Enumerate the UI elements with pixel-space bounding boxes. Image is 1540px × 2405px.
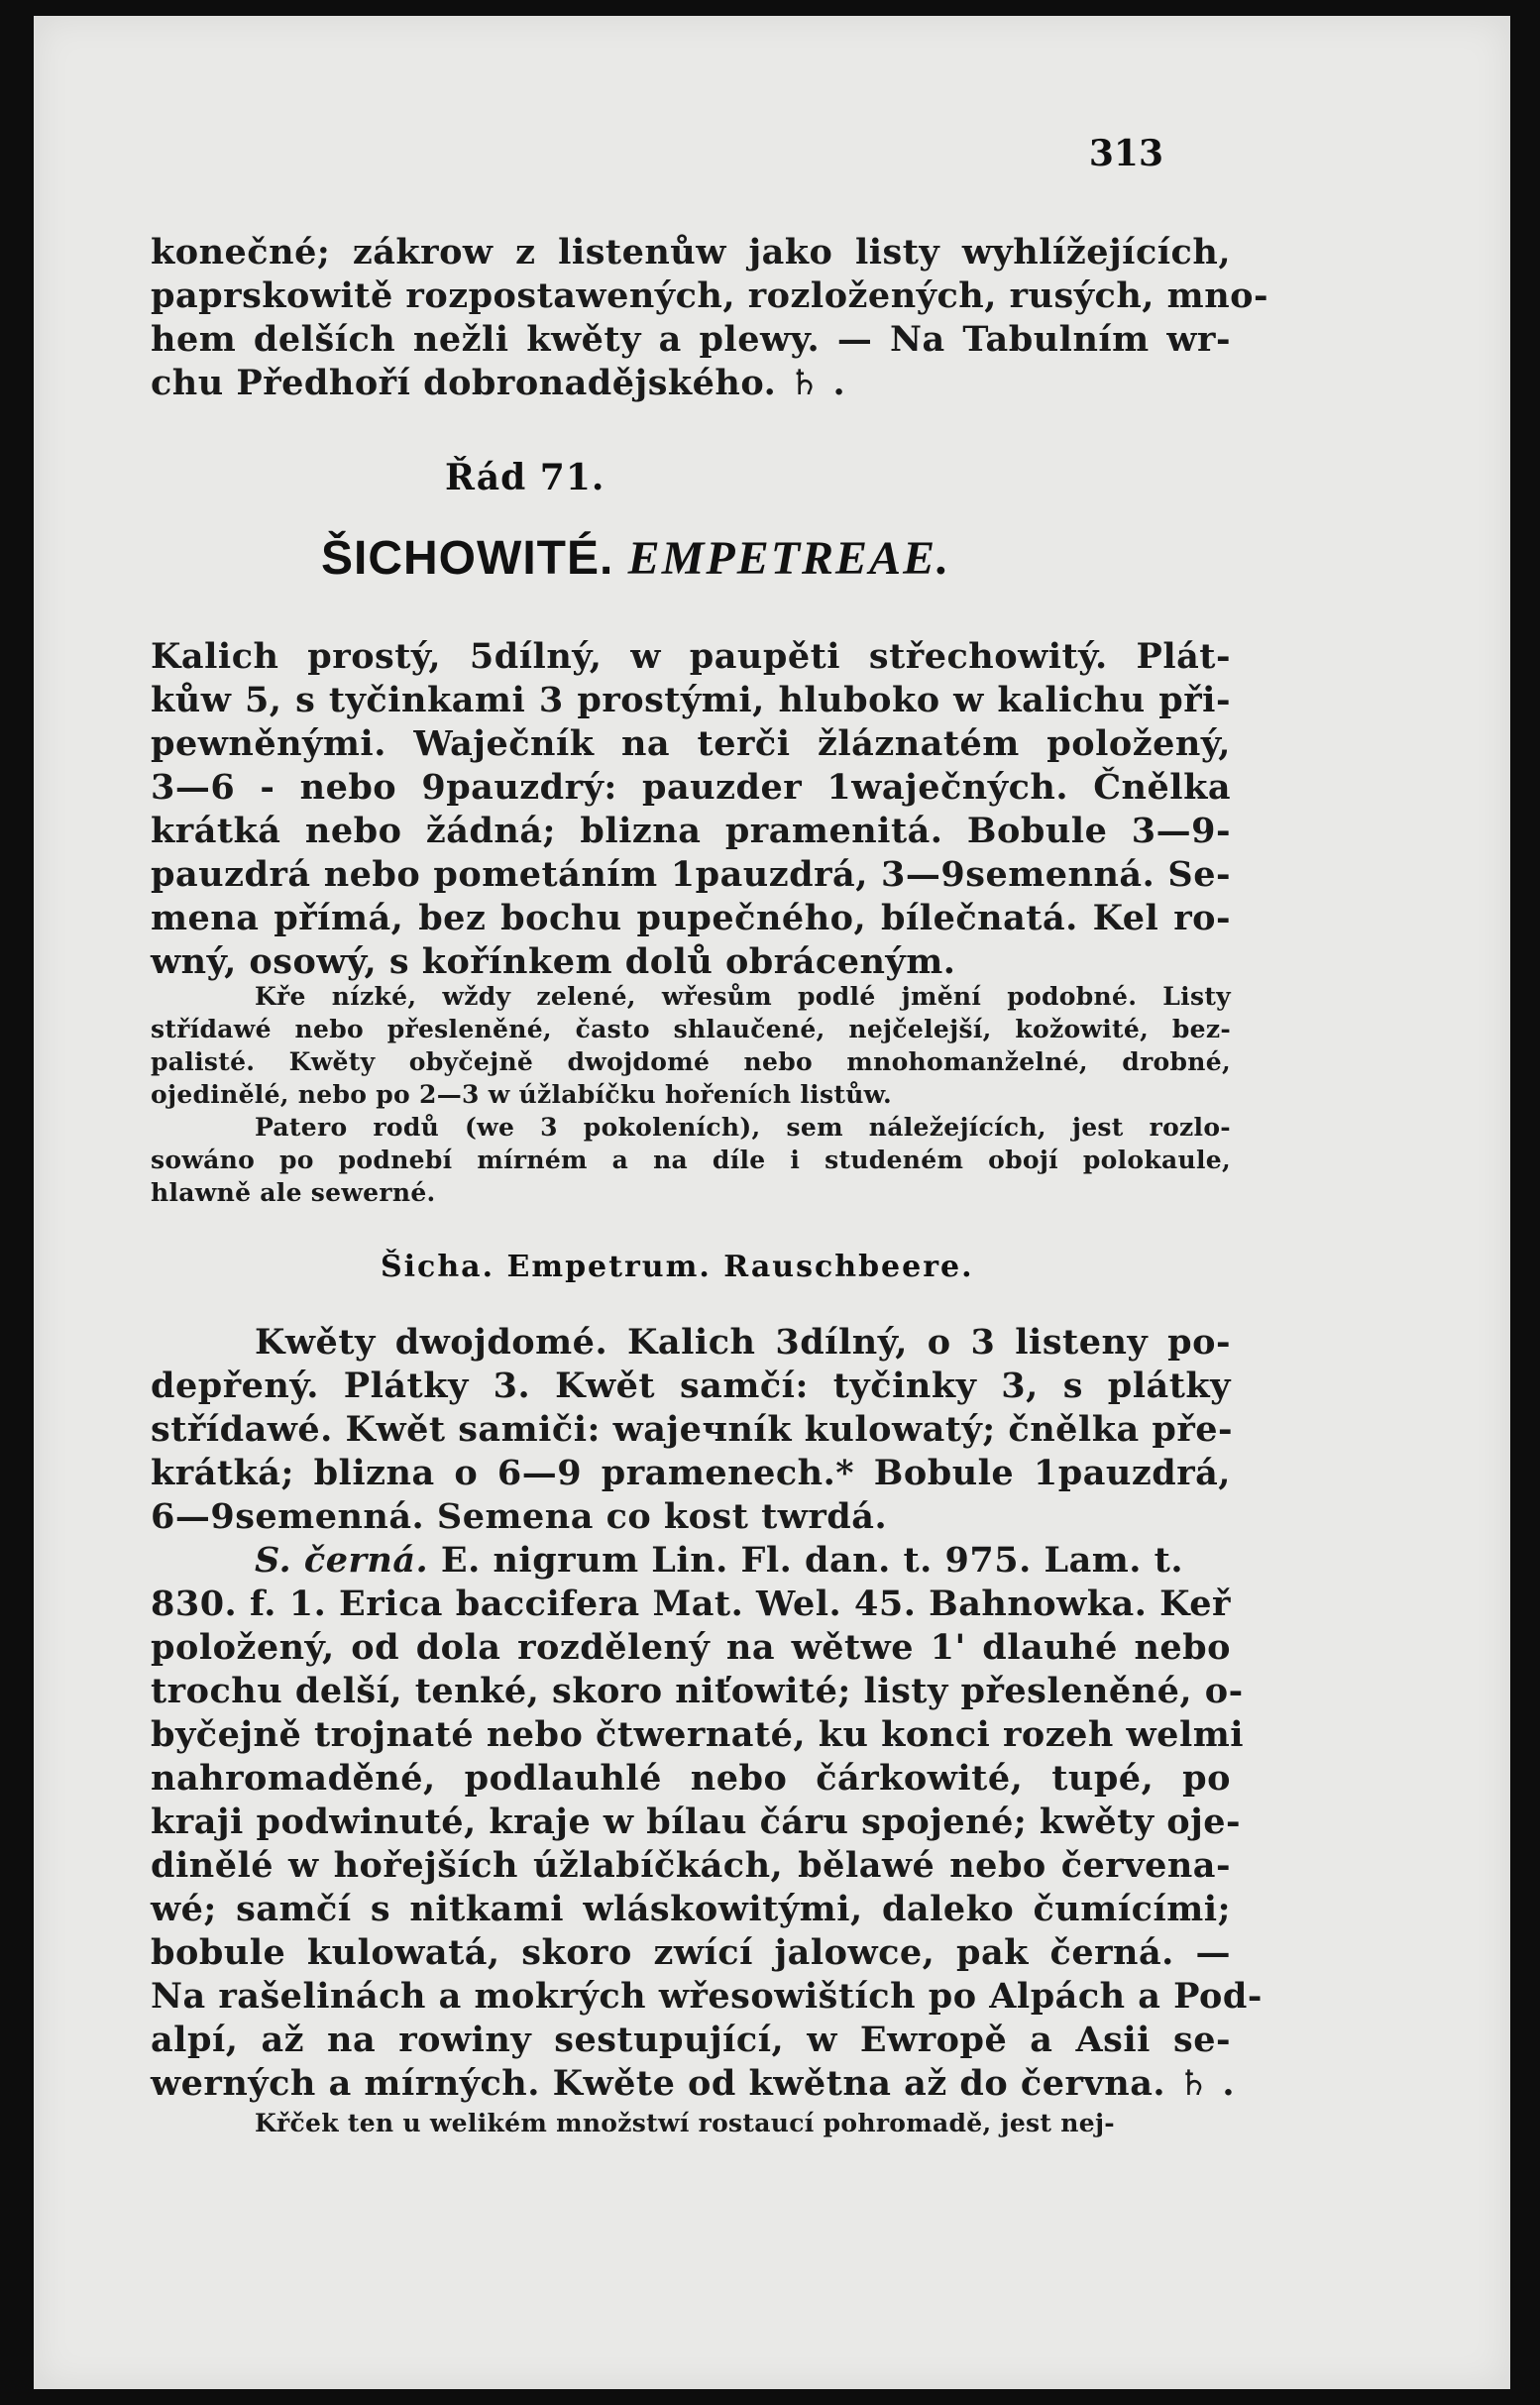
species-line: dinělé w hořejších úžlabíčkách, bělawé nebo červena- bbox=[151, 1845, 1231, 1886]
species-line: bobule kulowatá, skoro zwící jalowce, pak černá. — bbox=[151, 1932, 1231, 1973]
species-line: alpí, až na rowiny sestupující, w Ewropě a Asii se- bbox=[151, 2020, 1231, 2060]
family-description-line: krátká nebo žádná; blizna pramenitá. Bobule 3—9- bbox=[151, 811, 1231, 851]
family-heading bbox=[321, 531, 950, 586]
intro-line: chu Předhoří dobronadějského. ♄ . bbox=[151, 363, 846, 403]
family-name-latin: EMPETREAE. bbox=[627, 532, 951, 585]
family-description-line: Kalich prostý, 5dílný, w paupěti střechowitý. Plát- bbox=[151, 636, 1231, 677]
species-line: 830. f. 1. Erica baccifera Mat. Wel. 45. Bahnowka. Keř bbox=[151, 1584, 1231, 1624]
family-note-line: hlawně ale sewerné. bbox=[151, 1178, 436, 1207]
species-line: werných a mírných. Kwěte od kwětna až do června. ♄ . bbox=[151, 2063, 1236, 2104]
species-name: S. černá. bbox=[255, 1540, 429, 1581]
species-line: nahromaděné, podlauhlé nebo čárkowité, tupé, po bbox=[151, 1758, 1231, 1799]
page-number: 313 bbox=[1088, 133, 1163, 174]
family-description-line: wný, osowý, s kořínkem dolů obráceným. bbox=[151, 941, 956, 982]
species-line: Na rašelinách a mokrých wřesowištích po Alpách a Pod- bbox=[151, 1976, 1263, 2017]
genus-heading: Šicha. Empetrum. Rauschbeere. bbox=[381, 1250, 974, 1284]
species-line: wé; samčí s nitkami wláskowitými, daleko čumícími; bbox=[151, 1889, 1231, 1929]
family-note-line: střídawé nebo přesleněné, často shlaučené, nejčelejší, kožowité, bez- bbox=[151, 1015, 1231, 1043]
genus-description-line: 6—9semenná. Semena co kost twrdá. bbox=[151, 1496, 888, 1537]
family-description-line: pauzdrá nebo pometáním 1pauzdrá, 3—9semenná. Se- bbox=[151, 854, 1231, 895]
genus-description-line: krátká; blizna o 6—9 pramenech.* Bobule 1pauzdrá, bbox=[151, 1453, 1231, 1493]
book-page bbox=[34, 16, 1510, 2389]
family-note-line: Patero rodů (we 3 pokoleních), sem náležejících, jest rozlo- bbox=[255, 1113, 1231, 1142]
family-note-line: ojedinělé, nebo po 2—3 w úžlabíčku hořeních listůw. bbox=[151, 1080, 892, 1109]
final-note-line: Křček ten u welikém množstwí rostaucí pohromadě, jest nej- bbox=[255, 2109, 1115, 2137]
family-note-line: palisté. Kwěty obyčejně dwojdomé nebo mnohomanželné, drobné, bbox=[151, 1047, 1231, 1076]
species-citation: E. nigrum Lin. Fl. dan. t. 975. Lam. t. bbox=[428, 1540, 1184, 1581]
species-line: byčejně trojnaté nebo čtwernaté, ku konci rozeh welmi bbox=[151, 1714, 1245, 1755]
species-first-line bbox=[255, 1540, 1183, 1581]
genus-description-line: Kwěty dwojdomé. Kalich 3dílný, o 3 listeny po- bbox=[255, 1322, 1231, 1363]
family-description-line: kůw 5, s tyčinkami 3 prostými, hluboko w kalichu při- bbox=[151, 680, 1231, 720]
genus-description-line: depřený. Plátky 3. Kwět samčí: tyčinky 3, s plátky bbox=[151, 1366, 1231, 1406]
family-description-line: 3—6 - nebo 9pauzdrý: pauzder 1waječných. Čnělka bbox=[151, 767, 1231, 808]
order-heading: Řád 71. bbox=[445, 457, 605, 498]
intro-line: konečné; zákrow z listenůw jako listy wyhlížejících, bbox=[151, 232, 1231, 273]
species-line: položený, od dola rozdělený na wětwe 1' dlauhé nebo bbox=[151, 1627, 1231, 1668]
family-note-line: Kře nízké, wždy zelené, wřesům podlé jmění podobné. Listy bbox=[255, 982, 1231, 1011]
species-line: kraji podwinuté, kraje w bílau čáru spojené; kwěty oje- bbox=[151, 1802, 1242, 1842]
intro-line: paprskowitě rozpostawených, rozložených, rusých, mno- bbox=[151, 275, 1269, 316]
family-name-czech: ŠICHOWITÉ. bbox=[321, 532, 614, 585]
genus-description-line: střídawé. Kwět samiči: wajечník kulowatý; čnělka pře- bbox=[151, 1409, 1234, 1450]
species-line: trochu delší, tenké, skoro niťowité; listy přesleněné, o- bbox=[151, 1671, 1244, 1711]
family-description-line: pewněnými. Waječník na terči žláznatém položený, bbox=[151, 723, 1231, 764]
family-note-line: sowáno po podnebí mírném a na díle i studeném obojí polokaule, bbox=[151, 1146, 1231, 1174]
family-description-line: mena přímá, bez bochu pupečného, bílečnatá. Kel ro- bbox=[151, 898, 1231, 938]
intro-line: hem delších nežli kwěty a plewy. — Na Tabulním wr- bbox=[151, 319, 1231, 360]
